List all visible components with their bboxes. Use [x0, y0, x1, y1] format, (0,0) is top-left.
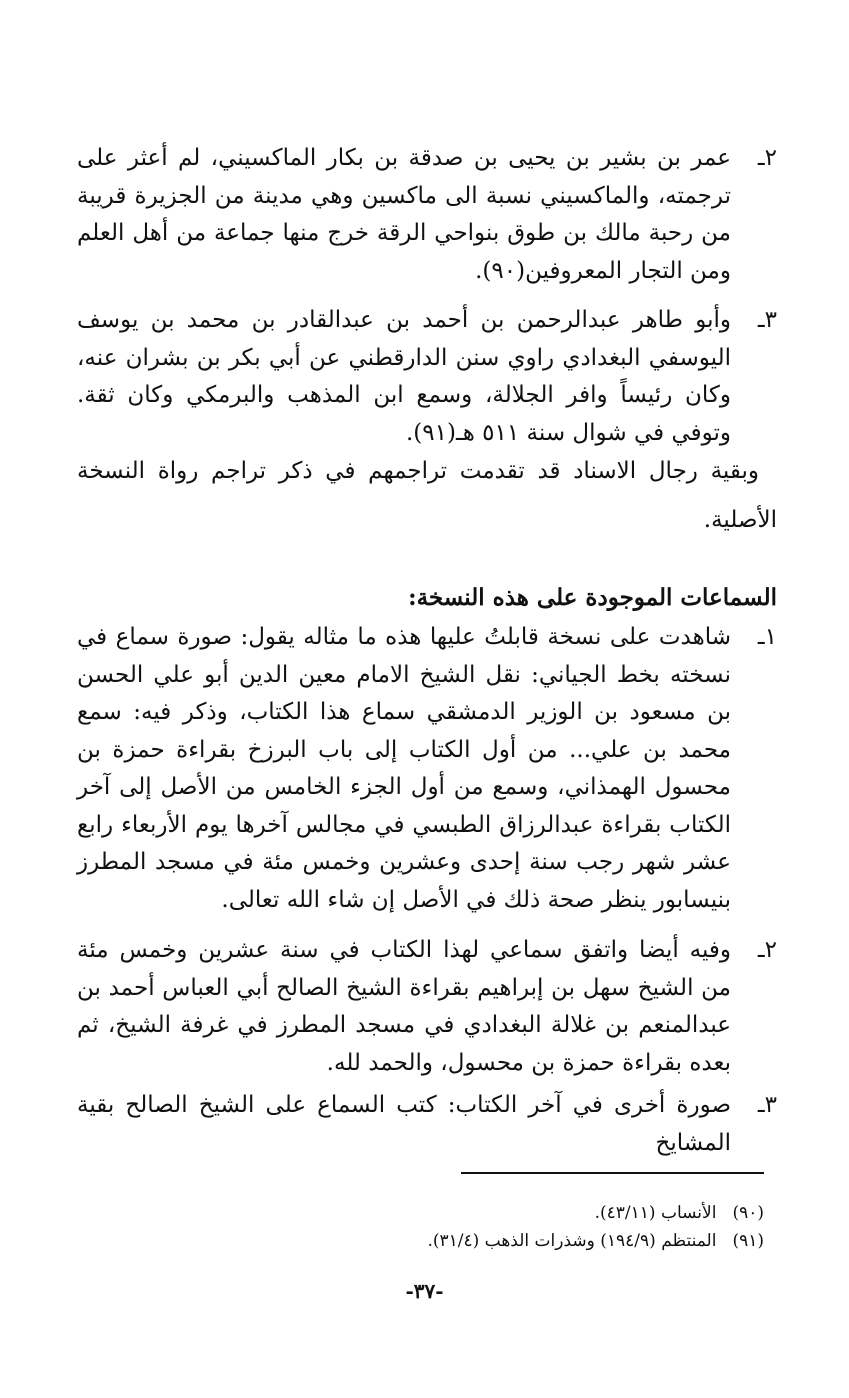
item-text: صورة أخرى في آخر الكتاب: كتب السماع على الشيخ الصالح بقية المشايخ	[77, 1092, 731, 1156]
item-text: وفيه أيضا واتفق سماعي لهذا الكتاب في سنة عشرين وخمس مئة من الشيخ سهل بن إبراهيم بقراءة الشيخ الصالح أبي العباس أحمد بن عبدالمنعم بن غلالة البغدادي في مسجد المطرز في غرفة الشيخ، ثم بعده بقراءة حمزة بن محسول، والحمد لله.	[77, 937, 731, 1076]
list-item	[77, 932, 777, 1082]
list-item	[77, 140, 777, 290]
item-number: ٢ـ	[757, 937, 777, 963]
footnote	[84, 1200, 764, 1226]
item-text: عمر بن بشير بن يحيى بن صدقة بن بكار الماكسيني، لم أعثر على ترجمته، والماكسيني نسبة الى ماكسين وهي مدينة من الجزيرة قريبة من رحبة مالك بن طوق بنواحي الرقة خرج منها جماعة من أهل العلم ومن التجار المعروفين(٩٠).	[77, 145, 731, 284]
footnote-text: الأنساب (٤٣/١١).	[594, 1203, 717, 1223]
item-number: ٣ـ	[757, 307, 777, 333]
list-item	[77, 302, 777, 452]
list-item	[77, 619, 777, 919]
closing-paragraph: وبقية رجال الاسناد قد تقدمت تراجمهم في ذكر تراجم رواة النسخة الأصلية.	[77, 458, 777, 533]
item-text: وأبو طاهر عبدالرحمن بن أحمد بن عبدالقادر بن محمد بن يوسف اليوسفي البغدادي راوي سنن الدارقطني عن أبي بكر بن بشران عنه، وكان رئيساً وافر الجلالة، وسمع ابن المذهب والبرمكي وكان ثقة. وتوفي في شوال سنة ٥١١ هـ(٩١).	[77, 307, 731, 446]
list-item	[77, 1087, 777, 1162]
item-text: شاهدت على نسخة قابلتُ عليها هذه ما مثاله يقول: صورة سماع في نسخته بخط الجياني: نقل الشيخ الامام معين الدين أبو علي الحسن بن مسعود بن الوزير الدمشقي سماع هذا الكتاب، وذكر فيه: سمع محمد بن علي... من أول الكتاب إلى باب البرزخ بقراءة حمزة بن محسول الهمذاني، وسمع من أول الجزء الخامس من الأصل إلى آخر الكتاب بقراءة عبدالرزاق الطبسي في مجالس آخرها يوم الأربعاء رابع عشر شهر رجب سنة إحدى وعشرين وخمس مئة في مسجد المطرز بنيسابور ينظر صحة ذلك في الأصل إن شاء الله تعالى.	[77, 624, 732, 913]
footnote-number: (٩٠)	[732, 1203, 764, 1223]
item-number: ٢ـ	[757, 145, 777, 171]
section-heading: السماعات الموجودة على هذه النسخة:	[408, 584, 777, 611]
footnote	[84, 1228, 764, 1254]
footnote-number: (٩١)	[732, 1231, 764, 1251]
footnote-divider	[461, 1172, 764, 1174]
page-number: -٣٧-	[405, 1279, 444, 1303]
item-number: ٣ـ	[757, 1092, 777, 1118]
footnote-text: المنتظم (١٩٤/٩) وشذرات الذهب (٣١/٤).	[427, 1231, 717, 1251]
item-number: ١ـ	[757, 624, 777, 650]
